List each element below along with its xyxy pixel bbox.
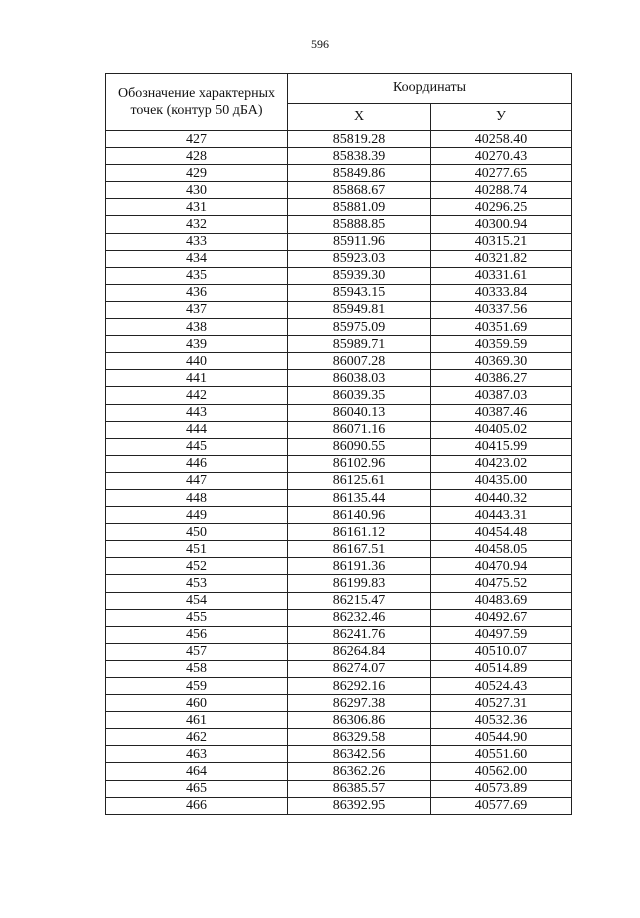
- point-number-cell: 456: [106, 626, 288, 643]
- x-coordinate-cell: 86329.58: [288, 729, 431, 746]
- y-coordinate-cell: 40454.48: [431, 524, 572, 541]
- y-coordinate-cell: 40544.90: [431, 729, 572, 746]
- point-number-cell: 458: [106, 660, 288, 677]
- point-number-cell: 444: [106, 421, 288, 438]
- table-row: [106, 455, 572, 472]
- point-number-cell: 447: [106, 472, 288, 489]
- table-row: [106, 592, 572, 609]
- y-column-header: У: [431, 103, 572, 130]
- table-row: [106, 131, 572, 148]
- point-number-cell: 461: [106, 712, 288, 729]
- point-number-cell: 448: [106, 489, 288, 506]
- y-coordinate-cell: 40351.69: [431, 319, 572, 336]
- table-row: [106, 370, 572, 387]
- page-number: 596: [311, 37, 329, 51]
- table-row: [106, 404, 572, 421]
- table-row: [106, 353, 572, 370]
- point-number-cell: 434: [106, 250, 288, 267]
- x-coordinate-cell: 86306.86: [288, 712, 431, 729]
- x-coordinate-cell: 86140.96: [288, 507, 431, 524]
- y-coordinate-cell: 40369.30: [431, 353, 572, 370]
- y-coordinate-cell: 40321.82: [431, 250, 572, 267]
- y-coordinate-cell: 40300.94: [431, 216, 572, 233]
- x-coordinate-cell: 85939.30: [288, 267, 431, 284]
- y-coordinate-cell: 40405.02: [431, 421, 572, 438]
- x-coordinate-cell: 86385.57: [288, 780, 431, 797]
- y-coordinate-cell: 40331.61: [431, 267, 572, 284]
- table-row: [106, 558, 572, 575]
- x-coordinate-cell: 85819.28: [288, 131, 431, 148]
- x-coordinate-cell: 86232.46: [288, 609, 431, 626]
- y-coordinate-cell: 40315.21: [431, 233, 572, 250]
- table-row: [106, 746, 572, 763]
- point-number-cell: 432: [106, 216, 288, 233]
- table-row: [106, 695, 572, 712]
- point-number-cell: 436: [106, 284, 288, 301]
- table-row: [106, 336, 572, 353]
- x-coordinate-cell: 86297.38: [288, 695, 431, 712]
- x-coordinate-cell: 86292.16: [288, 678, 431, 695]
- x-coordinate-cell: 86191.36: [288, 558, 431, 575]
- table-row: [106, 472, 572, 489]
- y-coordinate-cell: 40387.46: [431, 404, 572, 421]
- x-coordinate-cell: 85943.15: [288, 284, 431, 301]
- x-coordinate-cell: 85838.39: [288, 148, 431, 165]
- y-coordinate-cell: 40359.59: [431, 336, 572, 353]
- y-coordinate-cell: 40386.27: [431, 370, 572, 387]
- x-coordinate-cell: 86102.96: [288, 455, 431, 472]
- table-row: [106, 438, 572, 455]
- y-coordinate-cell: 40497.59: [431, 626, 572, 643]
- x-coordinate-cell: 85923.03: [288, 250, 431, 267]
- point-number-cell: 454: [106, 592, 288, 609]
- x-coordinate-cell: 86135.44: [288, 489, 431, 506]
- table-row: [106, 301, 572, 318]
- point-number-cell: 427: [106, 131, 288, 148]
- point-number-cell: 465: [106, 780, 288, 797]
- y-coordinate-cell: 40258.40: [431, 131, 572, 148]
- table-row: [106, 165, 572, 182]
- x-coordinate-cell: 85881.09: [288, 199, 431, 216]
- y-coordinate-cell: 40277.65: [431, 165, 572, 182]
- table-row: [106, 148, 572, 165]
- point-label-header-line2: точек (контур 50 дБА): [130, 103, 263, 118]
- y-coordinate-cell: 40475.52: [431, 575, 572, 592]
- y-coordinate-cell: 40573.89: [431, 780, 572, 797]
- table-row: [106, 524, 572, 541]
- table-row: [106, 763, 572, 780]
- y-coordinate-cell: 40270.43: [431, 148, 572, 165]
- point-number-cell: 428: [106, 148, 288, 165]
- table-row: [106, 626, 572, 643]
- table-row: [106, 199, 572, 216]
- y-coordinate-cell: 40423.02: [431, 455, 572, 472]
- point-label-header-line1: Обозначение характерных: [118, 86, 275, 101]
- point-number-cell: 464: [106, 763, 288, 780]
- y-coordinate-cell: 40440.32: [431, 489, 572, 506]
- table-row: [106, 284, 572, 301]
- table-row: [106, 660, 572, 677]
- point-number-cell: 451: [106, 541, 288, 558]
- table-row: [106, 319, 572, 336]
- x-coordinate-cell: 86215.47: [288, 592, 431, 609]
- point-number-cell: 453: [106, 575, 288, 592]
- x-coordinate-cell: 86274.07: [288, 660, 431, 677]
- point-number-cell: 431: [106, 199, 288, 216]
- point-number-cell: 455: [106, 609, 288, 626]
- table-row: [106, 421, 572, 438]
- x-coordinate-cell: 86342.56: [288, 746, 431, 763]
- x-coordinate-cell: 86167.51: [288, 541, 431, 558]
- y-coordinate-cell: 40524.43: [431, 678, 572, 695]
- x-coordinate-cell: 85989.71: [288, 336, 431, 353]
- y-coordinate-cell: 40551.60: [431, 746, 572, 763]
- table-row: [106, 216, 572, 233]
- y-coordinate-cell: 40333.84: [431, 284, 572, 301]
- table-row: [106, 729, 572, 746]
- table-row: [106, 507, 572, 524]
- y-coordinate-cell: 40387.03: [431, 387, 572, 404]
- point-number-cell: 440: [106, 353, 288, 370]
- point-number-cell: 438: [106, 319, 288, 336]
- table-row: [106, 541, 572, 558]
- table-row: [106, 233, 572, 250]
- x-coordinate-cell: 86071.16: [288, 421, 431, 438]
- x-coordinate-cell: 86007.28: [288, 353, 431, 370]
- x-coordinate-cell: 86362.26: [288, 763, 431, 780]
- point-number-cell: 442: [106, 387, 288, 404]
- x-coordinate-cell: 85911.96: [288, 233, 431, 250]
- table-row: [106, 182, 572, 199]
- x-coordinate-cell: 86241.76: [288, 626, 431, 643]
- x-coordinate-cell: 86039.35: [288, 387, 431, 404]
- x-coordinate-cell: 85975.09: [288, 319, 431, 336]
- x-coordinate-cell: 85849.86: [288, 165, 431, 182]
- table-row: [106, 678, 572, 695]
- point-number-cell: 439: [106, 336, 288, 353]
- point-number-cell: 466: [106, 797, 288, 814]
- y-coordinate-cell: 40562.00: [431, 763, 572, 780]
- y-coordinate-cell: 40483.69: [431, 592, 572, 609]
- point-number-cell: 441: [106, 370, 288, 387]
- y-coordinate-cell: 40435.00: [431, 472, 572, 489]
- x-coordinate-cell: 86199.83: [288, 575, 431, 592]
- coordinates-group-header: Координаты: [288, 74, 572, 104]
- table-row: [106, 250, 572, 267]
- table-row: [106, 489, 572, 506]
- table-row: [106, 267, 572, 284]
- x-coordinate-cell: 86125.61: [288, 472, 431, 489]
- point-number-cell: 437: [106, 301, 288, 318]
- point-number-cell: 460: [106, 695, 288, 712]
- x-coordinate-cell: 86040.13: [288, 404, 431, 421]
- point-number-cell: 445: [106, 438, 288, 455]
- x-coordinate-cell: 85868.67: [288, 182, 431, 199]
- y-coordinate-cell: 40415.99: [431, 438, 572, 455]
- table-row: [106, 797, 572, 814]
- x-coordinate-cell: 86161.12: [288, 524, 431, 541]
- coordinates-table: [105, 73, 572, 815]
- y-coordinate-cell: 40514.89: [431, 660, 572, 677]
- y-coordinate-cell: 40510.07: [431, 643, 572, 660]
- point-number-cell: 459: [106, 678, 288, 695]
- x-coordinate-cell: 86090.55: [288, 438, 431, 455]
- y-coordinate-cell: 40296.25: [431, 199, 572, 216]
- table-row: [106, 643, 572, 660]
- point-number-cell: 457: [106, 643, 288, 660]
- y-coordinate-cell: 40492.67: [431, 609, 572, 626]
- point-number-cell: 450: [106, 524, 288, 541]
- x-column-header: X: [288, 103, 431, 130]
- point-label-header: [106, 74, 288, 131]
- y-coordinate-cell: 40470.94: [431, 558, 572, 575]
- table-row: [106, 387, 572, 404]
- table-row: [106, 780, 572, 797]
- x-coordinate-cell: 86038.03: [288, 370, 431, 387]
- table-row: [106, 609, 572, 626]
- table-row: [106, 712, 572, 729]
- point-number-cell: 449: [106, 507, 288, 524]
- point-number-cell: 435: [106, 267, 288, 284]
- x-coordinate-cell: 85949.81: [288, 301, 431, 318]
- y-coordinate-cell: 40337.56: [431, 301, 572, 318]
- y-coordinate-cell: 40577.69: [431, 797, 572, 814]
- point-number-cell: 446: [106, 455, 288, 472]
- x-coordinate-cell: 85888.85: [288, 216, 431, 233]
- x-coordinate-cell: 86392.95: [288, 797, 431, 814]
- point-number-cell: 463: [106, 746, 288, 763]
- x-coordinate-cell: 86264.84: [288, 643, 431, 660]
- y-coordinate-cell: 40532.36: [431, 712, 572, 729]
- point-number-cell: 452: [106, 558, 288, 575]
- table-body: [106, 131, 572, 815]
- table-row: [106, 575, 572, 592]
- point-number-cell: 429: [106, 165, 288, 182]
- point-number-cell: 430: [106, 182, 288, 199]
- y-coordinate-cell: 40443.31: [431, 507, 572, 524]
- point-number-cell: 443: [106, 404, 288, 421]
- point-number-cell: 433: [106, 233, 288, 250]
- point-number-cell: 462: [106, 729, 288, 746]
- y-coordinate-cell: 40527.31: [431, 695, 572, 712]
- y-coordinate-cell: 40458.05: [431, 541, 572, 558]
- y-coordinate-cell: 40288.74: [431, 182, 572, 199]
